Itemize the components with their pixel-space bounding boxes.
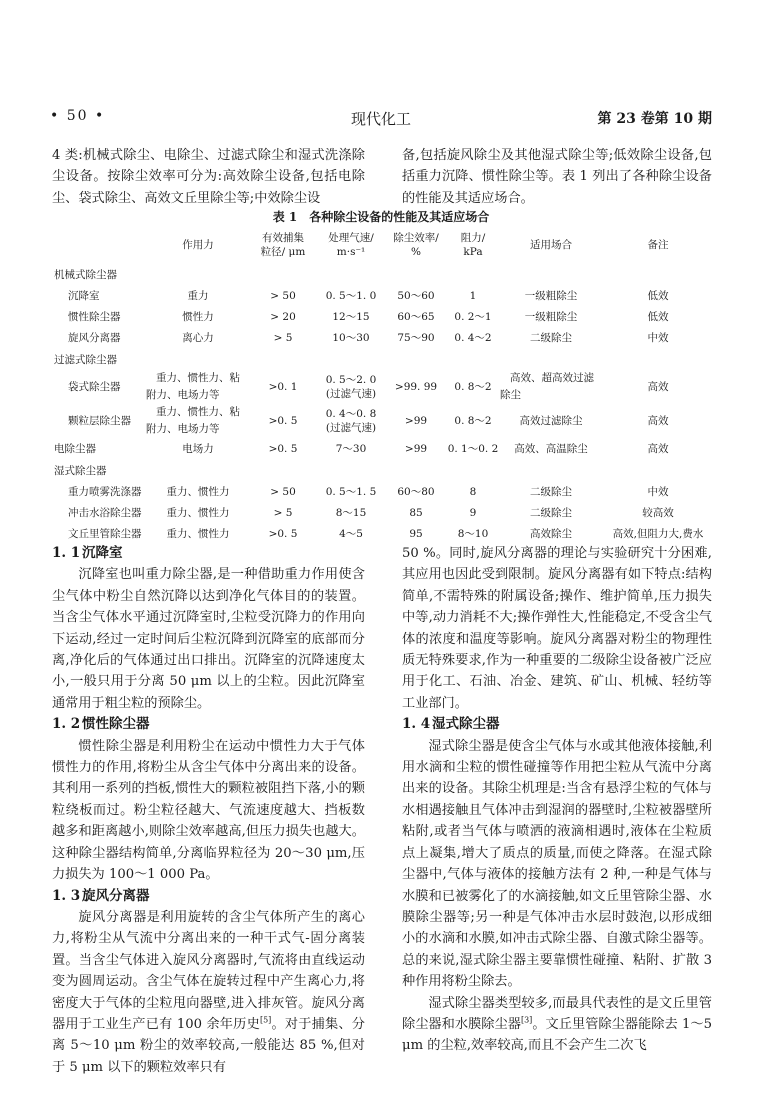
cell-efficiency: >99. 99 [394,381,438,393]
cell-size: > 50 [270,485,296,498]
table-caption: 表 1 各种除尘设备的性能及其适应场合 [272,210,490,224]
cell-efficiency: 85 [409,506,423,519]
header-size [250,227,316,263]
section-number: 1. 3 [52,887,81,904]
cell-size: > 5 [273,506,293,519]
intro-right-column [402,145,712,209]
cell-speed-l2: (过滤气速) [325,388,377,400]
table-header-row [54,227,714,263]
table-row [54,285,714,306]
group-label: 机械式除尘器 [54,269,117,281]
cell-note: 高效 [647,381,669,393]
cell-speed-l1: 0. 4～0. 8 [325,408,377,420]
table-row [54,370,714,404]
cell-resistance: 0. 8～2 [454,415,492,427]
cell-resistance: 8～10 [457,527,489,540]
cell-app-l2: 除尘 [500,389,521,401]
group-row [54,263,714,285]
cell-force: 重力、惯性力 [166,485,230,498]
cell-application: 高效过滤除尘 [519,415,583,427]
cell-resistance: 0. 8～2 [454,381,492,393]
cell-speed: 4～5 [339,527,363,540]
cell-note: 低效 [647,310,669,323]
section-number: 1. 1 [52,545,81,561]
table-row [54,404,714,438]
section-heading-1-2 [52,714,365,735]
cell-size: >0. 5 [268,527,298,540]
cell-force [146,404,250,438]
header-force: 作用力 [182,239,214,251]
section-paragraph [52,907,365,1078]
running-header [0,108,762,128]
cell-speed-l1: 0. 5～2. 0 [325,374,377,386]
section-heading-1-3 [52,886,365,907]
cell-efficiency: >99 [404,442,428,455]
paragraph-text: 湿式除尘器类型较多,而最具代表性的是文丘里管除尘器和水膜除尘器 [402,995,712,1032]
journal-title: 现代化工 [350,110,411,128]
cell-force-l1: 重力、惯性力、粘 [156,406,240,418]
section-title: 惯性除尘器 [82,716,150,733]
cell-force: 惯性力 [182,310,214,323]
cell-force: 重力、惯性力 [166,506,230,519]
cell-resistance: 0. 4～2 [454,331,492,344]
page-number: • 50 • [50,108,106,124]
cell-speed-l2: (过滤气速) [325,422,377,434]
group-label: 湿式除尘器 [54,465,107,477]
header-application: 适用场合 [530,239,572,251]
table-row [54,306,714,327]
cell-note: 高效,但阻力大,费水 [612,527,704,540]
section-number: 1. 4 [402,716,431,733]
cell-speed: 10～30 [332,331,370,344]
cell-force: 电场力 [182,442,214,455]
cell-efficiency: 50～60 [397,289,435,302]
cell-resistance: 1 [469,289,477,302]
header-size-l1: 有效捕集 [262,232,304,244]
section-paragraph: 湿式除尘器是使含尘气体与水或其他液体接触,利用水滴和尘粒的惯性碰撞等作用把尘粒从气流中分离出来的设备。其除尘机理是:当含有悬浮尘粒的气体与水相遇接触且气体冲击到湿润的器壁时,尘粒被器壁所粘附,或者当气体与喷洒的液滴相遇时,液体在尘粒质点上凝集,增大了质点的质量,而使之降落。在湿式除尘器中,气体与液体的接触方法有 2 种,一种是气体与水膜和已被雾化了的水滴接触,如文丘里管除尘器、水膜除尘器等;另一种是气体冲击水层时鼓泡,以形成细小的水滴和水膜,如冲击式除尘器、自激式除尘器等。总的来说,湿式除尘器主要靠惯性碰撞、粘附、扩散 3 种作用将粉尘除去。 [402,738,712,990]
cell-speed [316,404,386,438]
cell-resistance: 0. 2～1 [454,310,492,323]
cell-note: 较高效 [642,506,674,519]
section-paragraph-continued: 50 %。同时,旋风分离器的理论与实验研究十分困难,其应用也因此受到限制。旋风分离器有如下特点:结构简单,不需特殊的附属设备;操作、维护简单,压力损失中等,动力消耗不大;操作弹性大,性能稳定,不受含尘气体的浓度和温度等影响。旋风分离器对粉尘的物理性质无特殊要求,作为一种重要的二级除尘设备被广泛应用于化工、石油、冶金、建筑、矿山、机械、轻纺等工业部门。 [402,546,712,711]
header-res-l1: 阻力/ [460,232,486,244]
section-paragraph: 沉降室也叫重力除尘器,是一种借助重力作用使含尘气体中粉尘自然沉降以达到净化气体目的的装置。当含尘气体水平通过沉降室时,尘粒受沉降力的作用向下运动,经过一定时间后尘粒沉降到沉降室的底部而分离,净化后的气体通过出口排出。沉降室的沉降速度太小,一般只用于分离 50 μm 以上的尘粒。因此沉降室通常用于粗尘粒的预除尘。 [52,567,365,711]
cell-note: 高效 [647,442,669,455]
body-right-column [402,543,712,1057]
section-paragraph: 惯性除尘器是利用粉尘在运动中惯性力大于气体惯性力的作用,将粉尘从含尘气体中分离出来的设备。其利用一系列的挡板,惯性大的颗粒被阻挡下落,小的颗粒绕板而过。粉尘粒径越大、气流速度越大、挡板数越多和距离越小,则除尘效率越高,但压力损失也越大。这种除尘器结构简单,分离临界粒径为 20～30 μm,压力损失为 100～1 000 Pa。 [52,738,365,883]
header-eff-l1: 除尘效率/ [393,232,439,244]
header-resistance [446,227,500,263]
cell-force-l2: 附力、电场力等 [146,423,220,435]
header-efficiency [386,227,446,263]
cell-speed: 0. 5～1. 0 [325,289,377,302]
header-speed [316,227,386,263]
cell-note: 高效 [647,415,669,427]
table-row [54,523,714,544]
cell-name: 旋风分离器 [68,331,121,344]
cell-speed [316,370,386,404]
header-note: 备注 [647,239,669,251]
cell-application [500,370,602,404]
header-name [54,227,146,263]
header-speed-l1: 处理气速/ [328,232,374,244]
cell-name: 电除尘器 [54,442,96,455]
group-row [54,348,714,370]
cell-name: 惯性除尘器 [68,310,121,323]
section-title: 湿式除尘器 [432,716,500,733]
section-title: 沉降室 [82,545,123,561]
paragraph-text: 。对于捕集、分离 5～10 μm 粉尘的效率较高,一般能达 85 %,但对于 5 μm 以下的颗粒效率只有 [52,1016,365,1075]
section-heading-1-4 [402,714,712,735]
cell-efficiency: 75～90 [397,331,435,344]
cell-force: 重力、惯性力 [166,527,230,540]
cell-name: 文丘里管除尘器 [68,527,142,540]
cell-application: 一级粗除尘 [524,289,578,302]
paragraph-text: 旋风分离器是利用旋转的含尘气体所产生的离心力,将粉尘从气流中分离出来的一种干式气-固分离装置。当含尘气体进入旋风分离器时,气流将由直线运动变为圆周运动。含尘气体在旋转过程中产生离心力,将密度大于气体的尘粒甩向器壁,进入排灰管。旋风分离器用于工业生产已有 100 余年历史 [52,909,365,1032]
cell-name: 袋式除尘器 [68,381,121,393]
cell-name: 沉降室 [68,289,100,302]
table-row [54,502,714,523]
dust-collector-table [54,227,714,544]
cell-application: 二级除尘 [530,506,572,519]
cell-application: 一级粗除尘 [524,310,578,323]
cell-name: 重力喷雾洗涤器 [68,485,142,498]
group-label: 过滤式除尘器 [54,354,117,366]
cell-application: 高效除尘 [530,527,572,540]
section-heading-1-1 [52,543,365,564]
intro-paragraph-continued: 备,包括旋风除尘及其他湿式除尘等;低效除尘设备,包括重力沉降、惯性除尘等。表 1 列出了各种除尘设备的性能及其适应场合。 [402,148,712,206]
header-eff-l2: % [411,246,421,258]
cell-application: 高效、高温除尘 [514,442,588,455]
cell-application: 二级除尘 [530,331,572,344]
cell-resistance: 0. 1～0. 2 [447,442,499,455]
cell-efficiency: 60～80 [397,485,435,498]
cell-size: > 20 [270,310,296,323]
citation-ref[interactable]: [5] [259,1015,272,1025]
cell-size: >0. 5 [268,415,298,427]
cell-speed: 7～30 [335,442,367,455]
table-row [54,327,714,348]
header-res-l2: kPa [463,246,483,258]
cell-app-l1: 高效、超高效过滤 [510,372,594,384]
section-paragraph [402,993,712,1057]
header-speed-l2: m·s⁻¹ [336,246,366,258]
cell-force: 重力 [187,289,209,302]
cell-efficiency: 95 [409,527,423,540]
cell-force: 离心力 [182,331,214,344]
cell-force [146,370,250,404]
intro-left-column [52,145,365,209]
cell-force-l2: 附力、电场力等 [146,389,220,401]
issue-label: 第 23 卷第 10 期 [597,111,712,127]
cell-note: 低效 [647,289,669,302]
cell-resistance: 9 [469,506,477,519]
cell-efficiency: 60～65 [397,310,435,323]
cell-size: > 50 [270,289,296,302]
cell-size: > 5 [273,331,293,344]
cell-speed: 0. 5～1. 5 [325,485,377,498]
cell-note: 中效 [647,331,669,344]
cell-efficiency: >99 [404,415,428,427]
cell-size: >0. 1 [268,381,298,393]
section-number: 1. 2 [52,716,81,733]
cell-name: 颗粒层除尘器 [68,415,131,427]
cell-size: >0. 5 [268,442,298,455]
intro-paragraph: 4 类:机械式除尘、电除尘、过滤式除尘和湿式洗涤除尘设备。按除尘效率可分为:高效除尘设备,包括电除尘、袋式除尘、高效文丘里除尘等;中效除尘设 [52,148,365,206]
cell-speed: 12～15 [332,310,370,323]
body-left-column [52,543,365,1078]
group-row [54,459,714,481]
cell-force-l1: 重力、惯性力、粘 [156,372,240,384]
cell-application: 二级除尘 [530,485,572,498]
citation-ref[interactable]: [3] [520,1015,533,1025]
cell-note: 中效 [647,485,669,498]
cell-speed: 8～15 [335,506,367,519]
cell-name: 冲击水浴除尘器 [68,506,142,519]
table-row [54,481,714,502]
table-row [54,438,714,459]
header-size-l2: 粒径/ μm [260,246,306,258]
cell-resistance: 8 [469,485,477,498]
section-title: 旋风分离器 [82,887,150,904]
paragraph-text: 。文丘里管除尘器能除去 1～5 μm 的尘粒,效率较高,而且不会产生二次飞 [402,1016,712,1054]
